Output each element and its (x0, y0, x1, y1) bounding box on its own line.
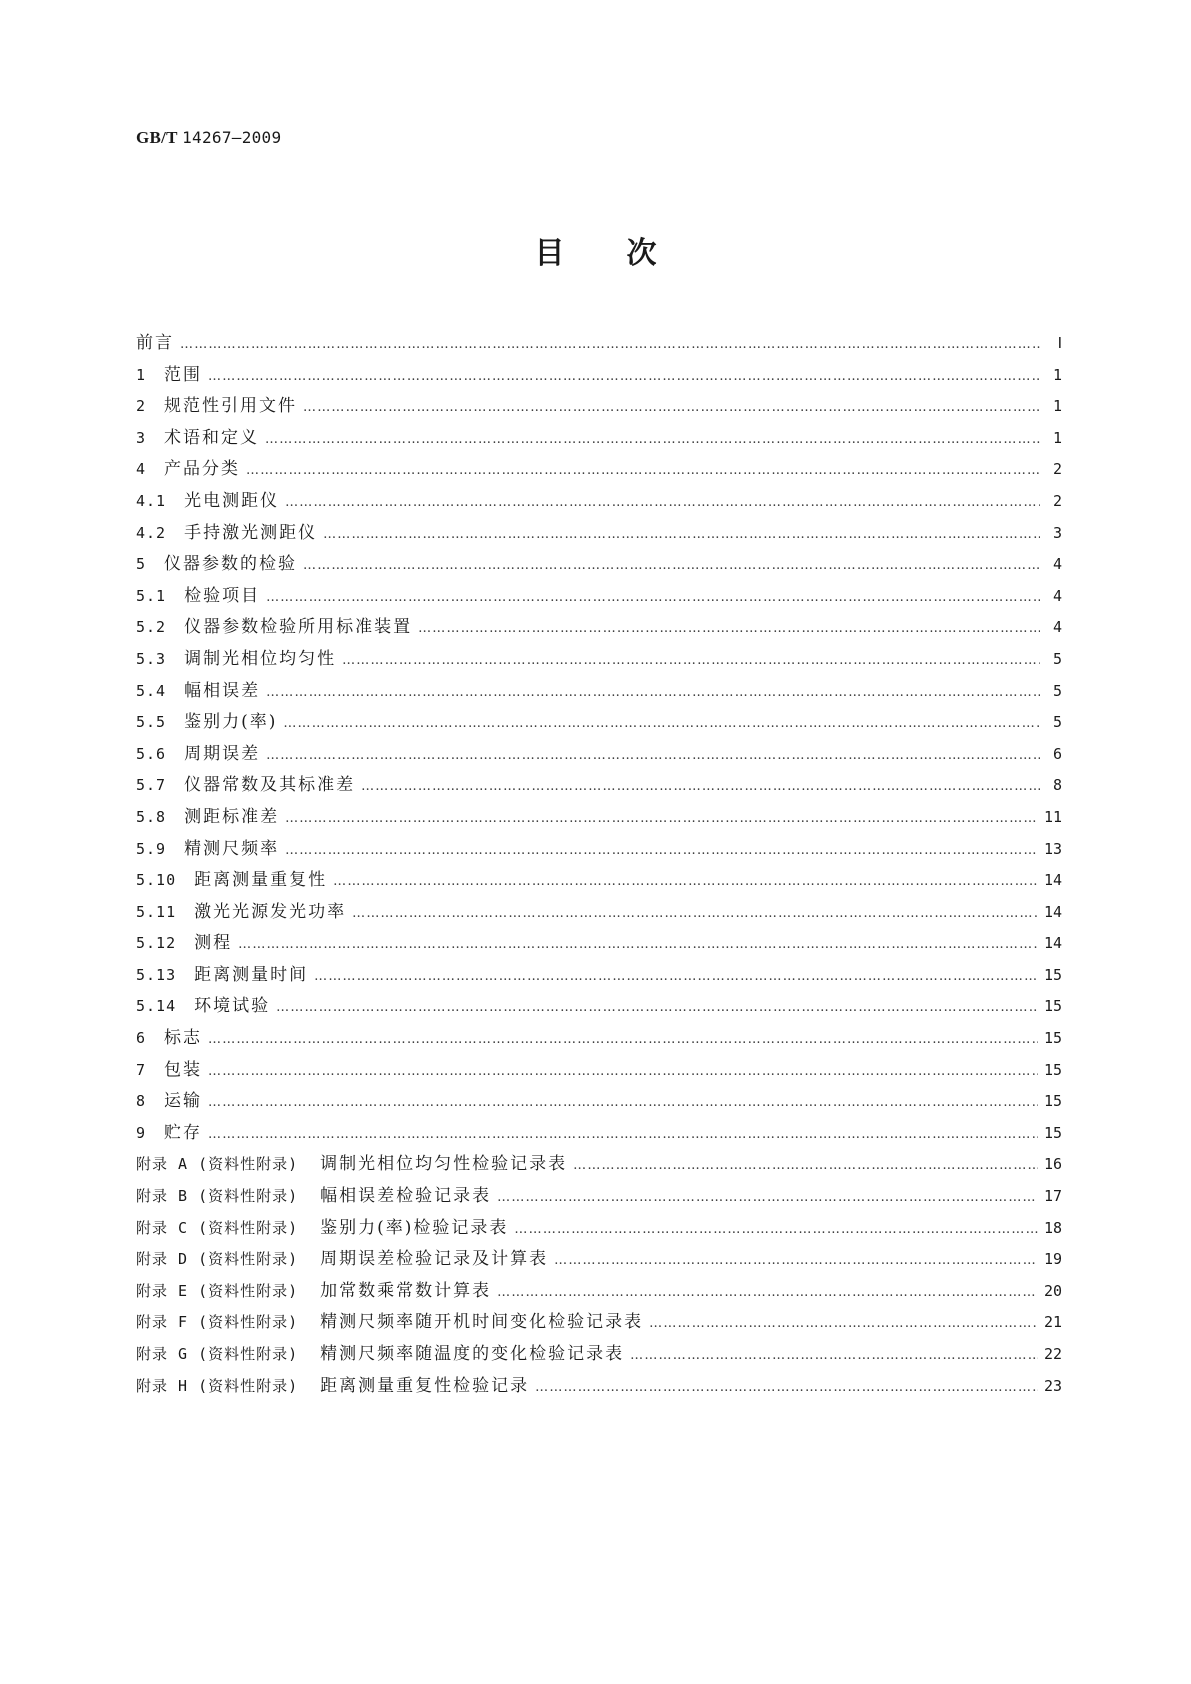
toc-entry-label (136, 802, 279, 827)
dot-leader (323, 527, 1040, 542)
dot-leader (180, 337, 1040, 352)
toc-entry-title: 周期误差 (184, 743, 261, 764)
toc-entry-title: 精测尺频率随开机时间变化检验记录表 (320, 1312, 644, 1333)
toc-entry-number: 5.2 (136, 618, 167, 637)
dot-leader (265, 432, 1040, 447)
toc-entry-title: 前言 (136, 333, 174, 353)
toc-entry-page: 20 (1043, 1281, 1062, 1300)
toc-entry-page: 5 (1052, 713, 1062, 732)
dot-leader (573, 1158, 1038, 1173)
toc-entry-title: 精测尺频率随温度的变化检验记录表 (320, 1344, 625, 1364)
toc-entry-label (136, 739, 260, 764)
dot-leader (266, 685, 1040, 700)
toc-entry-number: 5.14 (136, 997, 177, 1016)
toc-entry[interactable] (136, 991, 1062, 1023)
toc-entry-number: 1 (136, 365, 147, 384)
toc-entry-number: 附录 H (资料性附录) (136, 1376, 299, 1395)
toc-entry-page: 18 (1043, 1218, 1062, 1237)
toc-entry-title: 检验项目 (184, 585, 261, 606)
toc-entry[interactable] (136, 328, 1062, 360)
toc-entry-title: 术语和定义 (164, 427, 260, 448)
toc-entry-label (136, 549, 297, 574)
standard-code (136, 128, 281, 148)
toc-entry-title: 仪器参数的检验 (164, 554, 298, 575)
toc-entry-title: 运输 (164, 1091, 203, 1112)
toc-entry-number: 附录 A (资料性附录) (136, 1155, 299, 1174)
toc-entry[interactable] (136, 518, 1062, 550)
toc-entry-number: 5.12 (136, 934, 177, 953)
toc-entry-label (136, 1023, 202, 1048)
toc-entry-label (136, 991, 270, 1016)
toc-entry-page: 3 (1052, 523, 1062, 542)
toc-entry-page: 15 (1043, 965, 1062, 984)
toc-entry-page: 15 (1043, 1092, 1062, 1111)
toc-entry-page: 16 (1043, 1155, 1062, 1174)
toc-entry-label (136, 707, 277, 732)
toc-entry-number: 5.13 (136, 965, 177, 984)
toc-entry-label (136, 1371, 529, 1396)
toc-entry[interactable] (136, 1213, 1062, 1245)
toc-entry-page: Ⅰ (1057, 334, 1062, 352)
toc-entry-label (136, 454, 240, 479)
toc-entry-label (136, 865, 327, 890)
toc-entry-page: 2 (1052, 460, 1062, 479)
toc-entry-number: 5.11 (136, 902, 177, 921)
standard-prefix: GB/T (136, 128, 178, 147)
toc-entry-number: 附录 B (资料性附录) (136, 1187, 299, 1206)
toc-entry-label (136, 360, 202, 385)
dot-leader (208, 1127, 1038, 1142)
toc-entry[interactable] (136, 1307, 1062, 1339)
toc-entry-label (136, 1181, 491, 1206)
toc-entry-page: 6 (1052, 744, 1062, 763)
toc-entry-page: 8 (1052, 776, 1062, 795)
toc-entry-page: 17 (1043, 1187, 1062, 1206)
toc-entry-number: 9 (136, 1123, 147, 1142)
toc-entry-label (136, 770, 355, 795)
dot-leader (497, 1190, 1038, 1205)
toc-entry-label (136, 1339, 624, 1364)
toc-entry-title: 激光光源发光功率 (194, 901, 347, 922)
toc-entry[interactable] (136, 707, 1062, 739)
toc-entry[interactable] (136, 1339, 1062, 1371)
toc-entry[interactable] (136, 423, 1062, 455)
dot-leader (208, 1064, 1038, 1079)
dot-leader (266, 748, 1040, 763)
dot-leader (285, 843, 1038, 858)
toc-entry-title: 范围 (164, 364, 203, 385)
toc-entry-number: 5.10 (136, 871, 177, 890)
toc-entry[interactable] (136, 770, 1062, 802)
toc-entry-label (136, 486, 279, 511)
toc-entry-number: 2 (136, 397, 147, 416)
toc-entry-number: 附录 E (资料性附录) (136, 1281, 299, 1300)
toc-entry[interactable] (136, 960, 1062, 992)
toc-entry-number: 5.6 (136, 744, 167, 763)
toc-entry[interactable] (136, 897, 1062, 929)
toc-entry-number: 4.2 (136, 523, 167, 542)
toc-entry-page: 11 (1043, 807, 1062, 826)
toc-entry-title: 精测尺频率 (184, 838, 280, 859)
toc-entry-label (136, 328, 174, 353)
toc-entry[interactable] (136, 739, 1062, 771)
dot-leader (238, 937, 1038, 952)
toc-entry-title: 光电测距仪 (184, 490, 280, 511)
toc-entry-label (136, 644, 336, 669)
dot-leader (361, 779, 1040, 794)
dot-leader (303, 558, 1040, 573)
toc-entry[interactable] (136, 486, 1062, 518)
toc-entry[interactable] (136, 391, 1062, 423)
toc-entry-title: 仪器参数检验所用标准装置 (184, 617, 413, 638)
toc-entry-title: 周期误差检验记录及计算表 (320, 1249, 549, 1270)
toc-entry[interactable] (136, 928, 1062, 960)
toc-entry-label (136, 423, 259, 448)
toc-entry-label (136, 1213, 508, 1238)
toc-entry-number: 7 (136, 1060, 147, 1079)
toc-entry-title: 包装 (164, 1059, 203, 1080)
toc-entry-number: 6 (136, 1029, 147, 1048)
dot-leader (283, 716, 1040, 731)
toc-entry-title: 距离测量重复性检验记录 (320, 1375, 530, 1396)
dot-leader (342, 653, 1040, 668)
toc-entry-number: 5.5 (136, 713, 167, 732)
dot-leader (333, 874, 1038, 889)
toc-entry-title: 鉴别力(率) (184, 712, 278, 733)
toc-entry-page: 15 (1043, 1029, 1062, 1048)
dot-leader (497, 1285, 1038, 1300)
toc-entry-label (136, 581, 260, 606)
toc-entry[interactable] (136, 1244, 1062, 1276)
toc-entry-title: 产品分类 (164, 459, 241, 480)
toc-entry[interactable] (136, 1055, 1062, 1087)
toc-entry-number: 8 (136, 1092, 147, 1111)
toc-entry-page: 15 (1043, 997, 1062, 1016)
toc-entry-title: 调制光相位均匀性 (184, 648, 337, 669)
toc-entry[interactable] (136, 581, 1062, 613)
toc-entry[interactable] (136, 1086, 1062, 1118)
toc-entry-number: 附录 D (资料性附录) (136, 1250, 299, 1269)
toc-entry-page: 19 (1043, 1250, 1062, 1269)
toc-entry[interactable] (136, 1181, 1062, 1213)
toc-entry-number: 5.4 (136, 681, 167, 700)
toc-entry[interactable] (136, 865, 1062, 897)
toc-entry[interactable] (136, 612, 1062, 644)
toc-entry-page: 1 (1052, 365, 1062, 384)
toc-entry[interactable] (136, 549, 1062, 581)
toc-entry-title: 距离测量时间 (194, 964, 309, 985)
dot-leader (208, 369, 1040, 384)
dot-leader (418, 621, 1040, 636)
dot-leader (208, 1032, 1038, 1047)
toc-entry-label (136, 1307, 643, 1332)
toc-entry-number: 4 (136, 460, 147, 479)
toc-entry[interactable] (136, 360, 1062, 392)
toc-entry[interactable] (136, 676, 1062, 708)
standard-number: 14267—2009 (182, 128, 282, 147)
toc-entry-label (136, 1086, 202, 1111)
toc-entry-page: 22 (1043, 1345, 1062, 1363)
toc-entry-page: 14 (1043, 934, 1062, 953)
toc-entry-label (136, 1276, 491, 1301)
dot-leader (314, 969, 1038, 984)
dot-leader (276, 1000, 1038, 1015)
toc-entry-page: 14 (1043, 871, 1062, 890)
dot-leader (535, 1380, 1038, 1395)
dot-leader (246, 463, 1040, 478)
toc-entry-number: 5.8 (136, 807, 167, 826)
toc-entry-number: 5.3 (136, 649, 167, 668)
toc-entry-label (136, 928, 232, 953)
dot-leader (285, 811, 1038, 826)
dot-leader (208, 1095, 1038, 1110)
toc-entry-page: 1 (1052, 397, 1062, 416)
toc-entry-page: 4 (1052, 586, 1062, 605)
dot-leader (352, 906, 1038, 921)
toc-entry-title: 测程 (194, 933, 233, 954)
toc-entry-page: 5 (1052, 681, 1062, 700)
toc-entry-title: 幅相误差检验记录表 (320, 1186, 492, 1207)
toc-entry-page: 15 (1043, 1123, 1062, 1142)
toc-entry-title: 手持激光测距仪 (184, 522, 318, 543)
toc-entry[interactable] (136, 834, 1062, 866)
dot-leader (285, 495, 1040, 510)
toc-entry-page: 14 (1043, 902, 1062, 921)
toc-entry-title: 加常数乘常数计算表 (320, 1280, 492, 1301)
toc-entry-number: 5.7 (136, 776, 167, 795)
toc-entry-page: 15 (1043, 1060, 1062, 1079)
toc-entry-number: 附录 G (资料性附录) (136, 1345, 299, 1363)
toc-entry-number: 5.1 (136, 586, 167, 605)
toc-entry-page: 4 (1052, 618, 1062, 637)
toc-entry-title: 仪器常数及其标准差 (184, 775, 356, 796)
toc-entry-number: 3 (136, 428, 147, 447)
toc-entry[interactable] (136, 1149, 1062, 1181)
toc-entry-label (136, 1118, 202, 1143)
toc-entry-label (136, 518, 317, 543)
toc-entry-page: 4 (1052, 555, 1062, 574)
toc-entry-page: 5 (1052, 649, 1062, 668)
toc-entry-label (136, 391, 297, 416)
toc-entry-title: 规范性引用文件 (164, 396, 298, 417)
toc-entry-label (136, 1149, 567, 1174)
toc-entry[interactable] (136, 644, 1062, 676)
toc-entry[interactable] (136, 1371, 1062, 1403)
toc-entry-label (136, 960, 308, 985)
toc-entry[interactable] (136, 454, 1062, 486)
toc-entry-page: 13 (1043, 839, 1062, 858)
toc-entry[interactable] (136, 1118, 1062, 1150)
page-title: 目次 (534, 236, 719, 271)
toc-entry-label (136, 676, 260, 701)
toc-entry-label (136, 834, 279, 859)
toc-entry-title: 测距标准差 (184, 806, 280, 827)
toc-entry-title: 贮存 (164, 1122, 203, 1143)
toc-entry-label (136, 897, 346, 922)
toc-entry-number: 4.1 (136, 491, 167, 510)
toc-entry-page: 2 (1052, 491, 1062, 510)
toc-entry-number: 附录 F (资料性附录) (136, 1313, 299, 1332)
dot-leader (554, 1253, 1038, 1268)
toc-entry-page: 1 (1052, 428, 1062, 447)
toc-entry-title: 环境试验 (194, 996, 271, 1017)
toc-entry[interactable] (136, 1276, 1062, 1308)
toc-entry-title: 幅相误差 (184, 680, 261, 701)
dot-leader (266, 590, 1040, 605)
toc-entry-label (136, 612, 412, 637)
toc-entry-label (136, 1055, 202, 1080)
toc-entry-number: 5.9 (136, 839, 167, 858)
toc-entry[interactable] (136, 802, 1062, 834)
dot-leader (303, 400, 1040, 415)
toc-entry-title: 调制光相位均匀性检验记录表 (320, 1154, 568, 1175)
dot-leader (630, 1348, 1038, 1363)
toc-entry-title: 鉴别力(率)检验记录表 (320, 1217, 509, 1238)
toc-entry-title: 标志 (164, 1028, 203, 1049)
toc-entry-number: 附录 C (资料性附录) (136, 1218, 299, 1237)
toc-entry-number: 5 (136, 555, 147, 574)
dot-leader (514, 1222, 1038, 1237)
toc-entry-label (136, 1244, 548, 1269)
toc-entry-title: 距离测量重复性 (194, 870, 328, 891)
toc-entry[interactable] (136, 1023, 1062, 1055)
toc-entry-page: 23 (1043, 1376, 1062, 1395)
table-of-contents (136, 328, 1062, 1402)
toc-entry-page: 21 (1043, 1313, 1062, 1332)
dot-leader (649, 1316, 1038, 1331)
